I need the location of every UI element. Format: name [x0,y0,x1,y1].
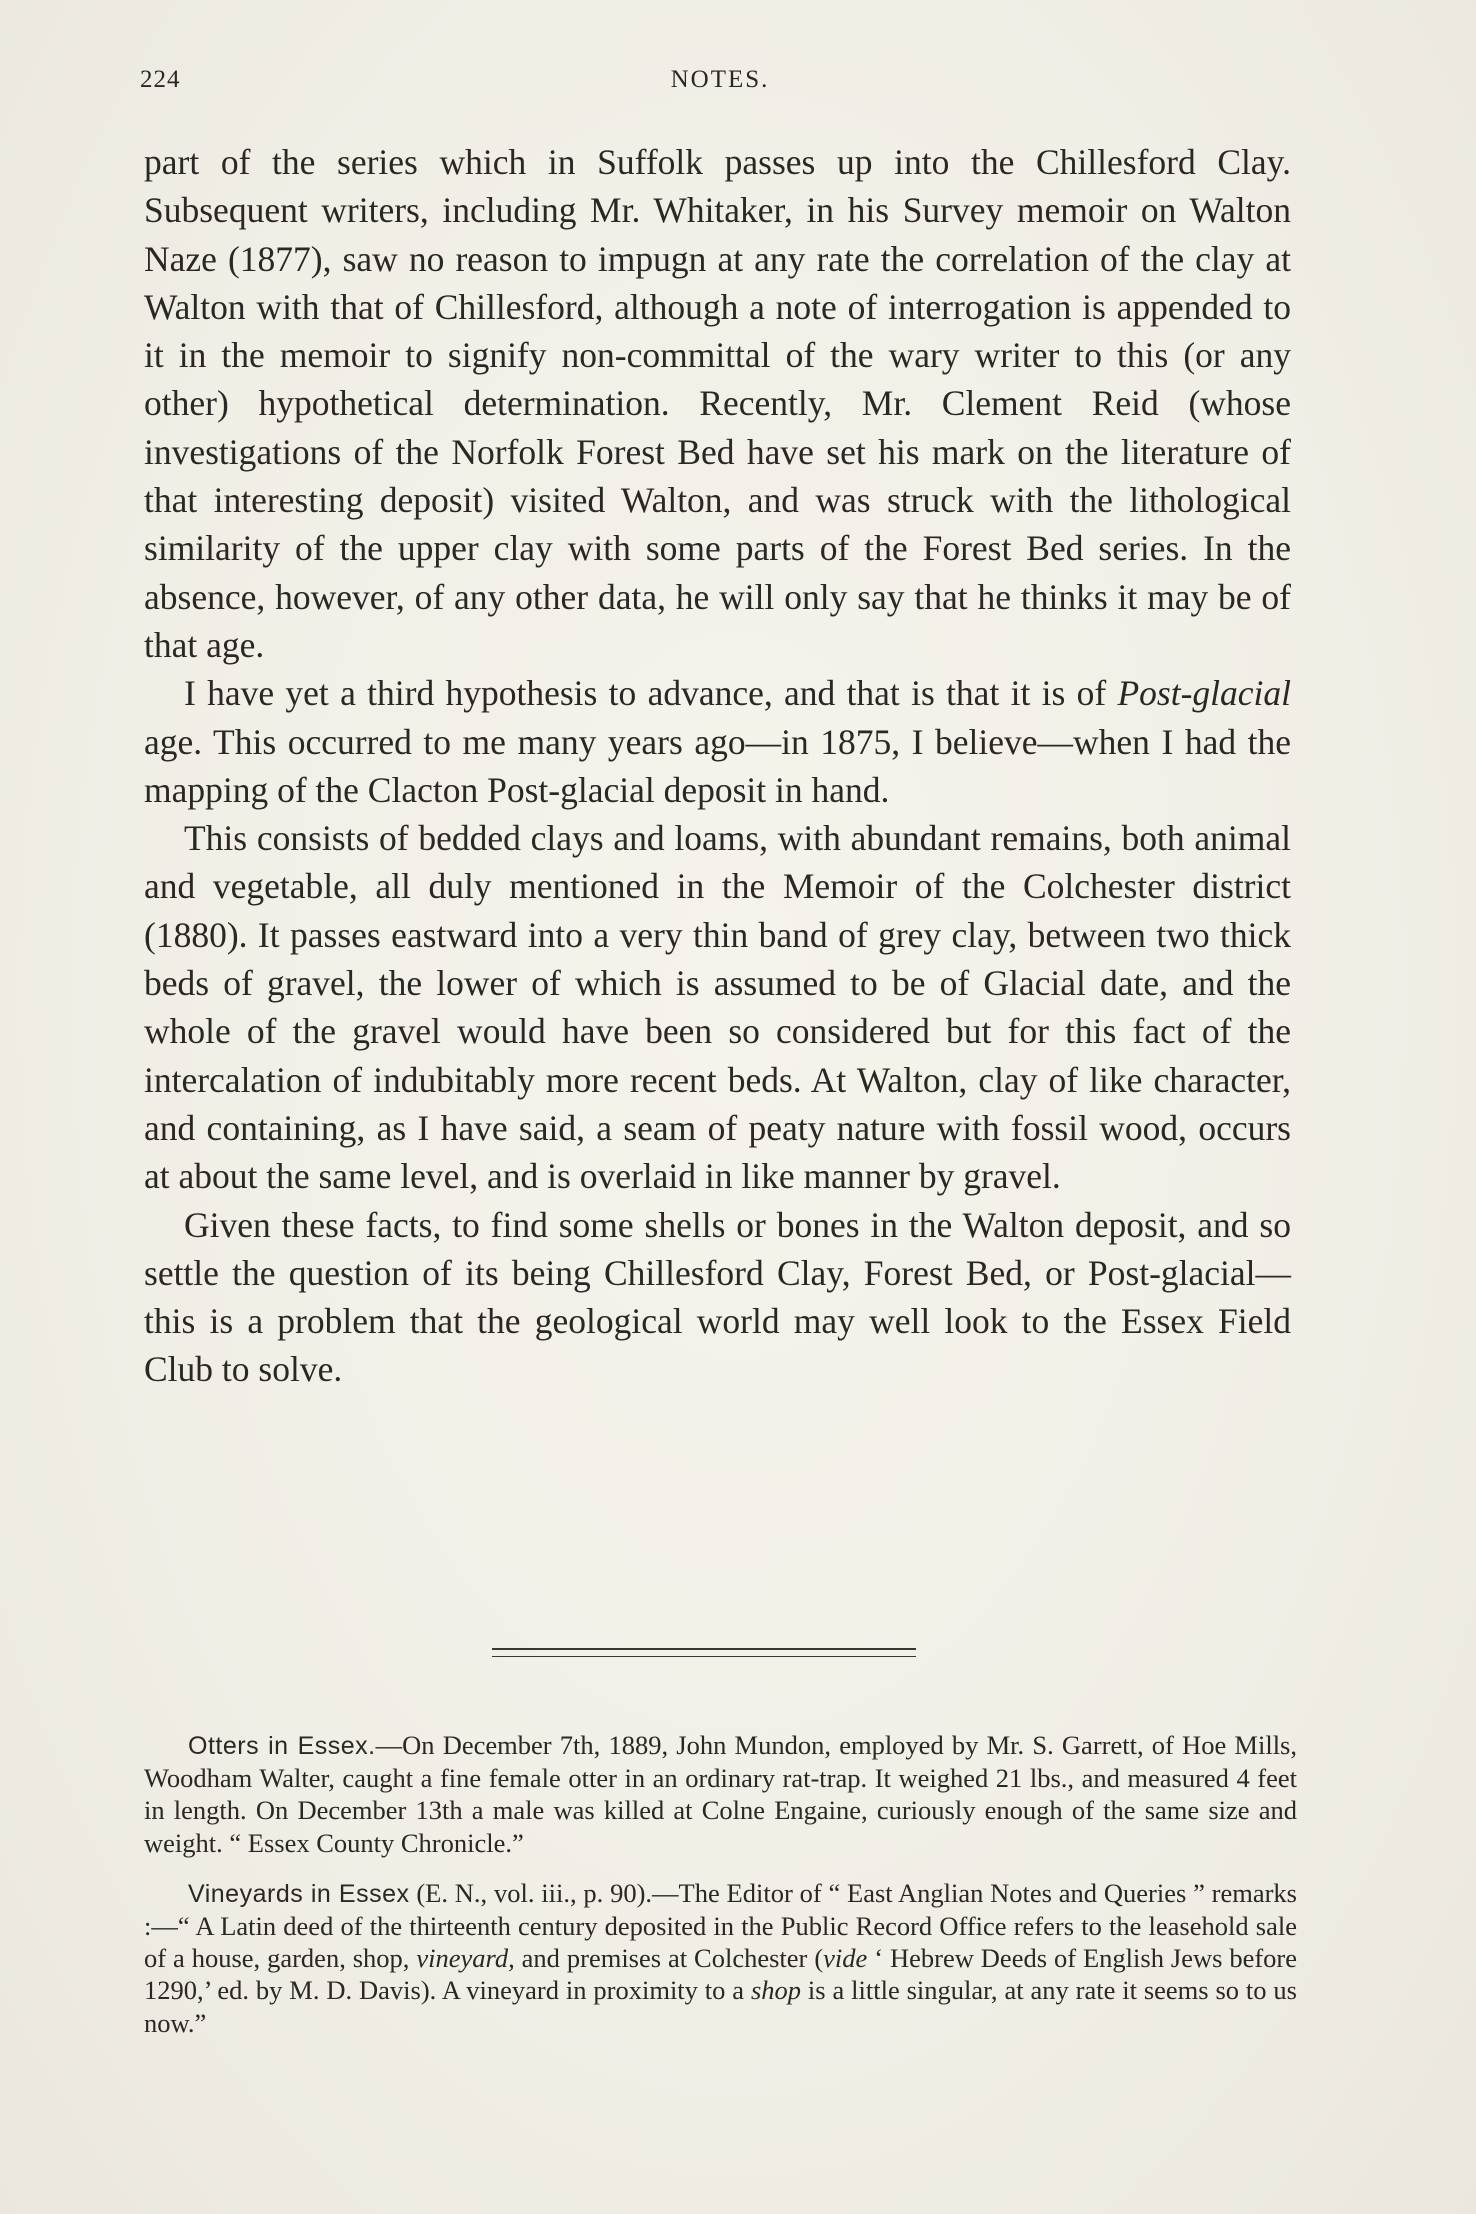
note-text: ‘ Hebrew Deeds of English Jews before 1290,’ ed. by M. D. Davis). A vineyard in proximity to a [144,1943,1298,2006]
italic-term: Post-glacial [1117,673,1291,714]
italic-term: vineyard, [416,1943,515,1974]
main-text [144,138,1291,1394]
note-heading: Otters in Essex. [188,1732,376,1760]
note-text: —On December 7th, 1889, John Mundon, employed by Mr. S. Garrett, of Hoe Mills, Woodham Walter, caught a fine female otter in an ordinary rat-trap. It weighed 21 lbs., and measured 4 feet in length. On December 13th a male was killed at Colne Engaine, curiously enough of the same size and weight. “ Essex County Chronicle.” [144,1730,1297,1858]
note-heading: Vineyards in Essex [188,1879,410,1908]
note-text: and premises at Colchester ( [514,1943,824,1974]
section-divider [492,1648,916,1657]
paragraph-clacton-deposit: This consists of bedded clays and loams, with abundant remains, both animal and vegetable, all duly mentioned in the Memoir of the Colchester district (1880). It passes eastward into a very thin band of grey clay, between two thick beds of gravel, the lower of which is assumed to be of Glacial date, and the whole of the gravel would have been so considered but for this fact of the intercalation of indubitably more recent beds. At Walton, clay of like character, and containing, as I have said, a seam of peaty nature with fossil wood, occurs at about the same level, and is overlaid in like manner by gravel. [144,818,1291,1197]
paragraph-third-hypothesis [144,669,1291,814]
paragraph-conclusion: Given these facts, to find some shells or bones in the Walton deposit, and so settle the question of its being Chillesford Clay, Forest Bed, or Post-glacial—this is a problem that the geological world may well look to the Essex Field Club to solve. [144,1204,1291,1390]
italic-term: vide [823,1943,868,1974]
paragraph-text: I have yet a third hypothesis to advance, and that is that it is of [184,673,1118,714]
note-text: (E. N., vol. iii., p. 90).—The Editor of “ East Anglian Notes and Queries ” remarks :—“ A Latin deed of the thirteenth century deposited in the Public Record Office refers to the leasehold sale of a house, garden, shop, [144,1877,1297,1974]
running-head [140,66,1300,106]
note-text: is a little singular, at any rate it seems so to us now.” [144,1975,1297,2038]
notes-section [144,1729,1297,2039]
running-title: NOTES. [670,66,770,93]
paragraph-text: age. This occurred to me many years ago—in 1875, I believe—when I had the mapping of the Clacton Post-glacial deposit in hand. [144,721,1291,810]
note-vineyards [144,1877,1297,2039]
italic-term: shop [750,1975,802,2006]
paragraph-continuation: part of the series which in Suffolk passes up into the Chillesford Clay. Subsequent writers, including Mr. Whitaker, in his Survey memoir on Walton Naze (1877), saw no reason to impugn at any rate the correlation of the clay at Walton with that of Chillesford, although a note of interrogation is appended to it in the memoir to signify non-committal of the wary writer to this (or any other) hypothetical determination. Recently, Mr. Clement Reid (whose investigations of the Norfolk Forest Bed have set his mark on the literature of that interesting deposit) visited Walton, and was struck with the lithological similarity of the upper clay with some parts of the Forest Bed series. In the absence, however, of any other data, he will only say that he thinks it may be of that age. [144,142,1291,665]
page-number: 224 [140,66,181,93]
note-otters [144,1729,1297,1859]
